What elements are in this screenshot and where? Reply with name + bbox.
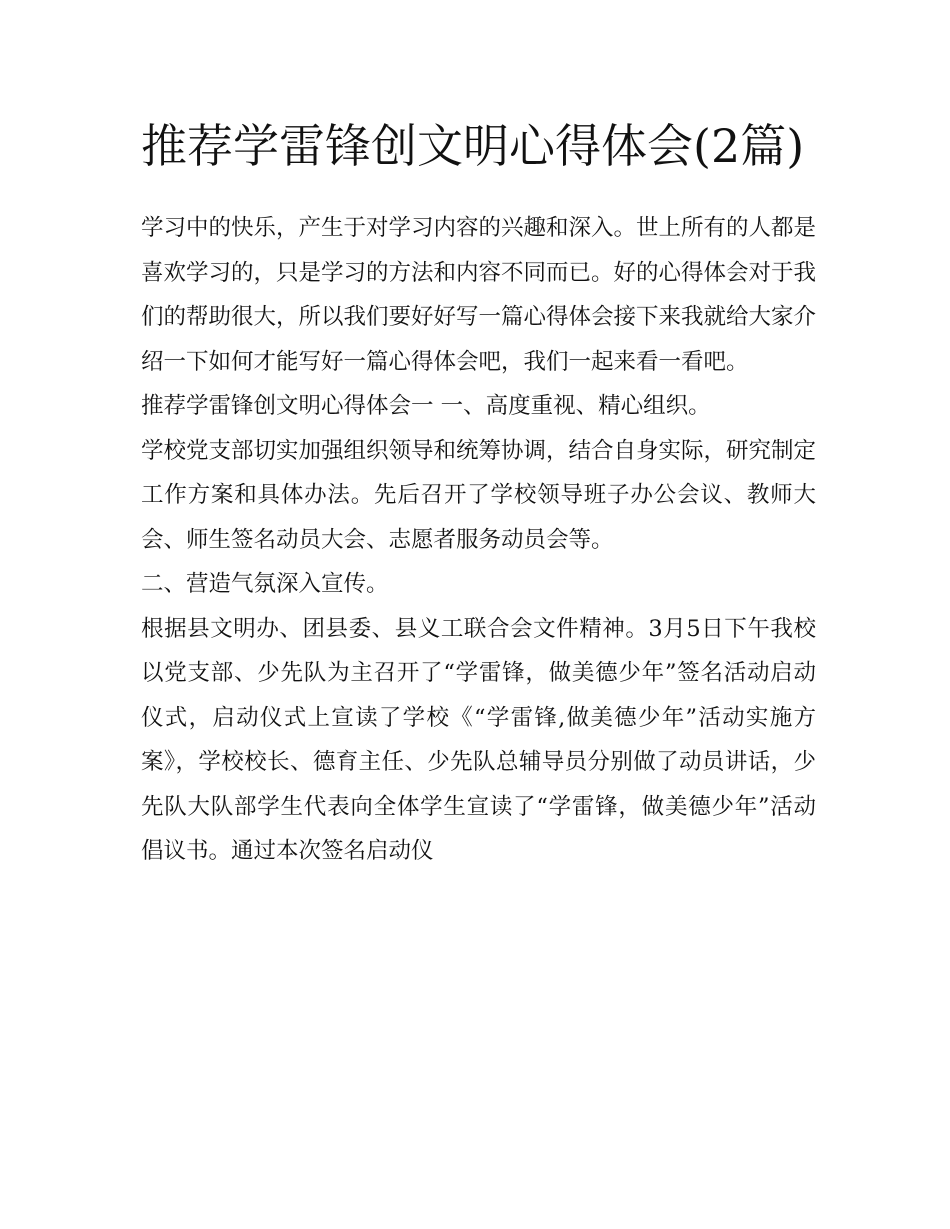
paragraph-publicity: 根据县文明办、团县委、县义工联合会文件精神。3月5日下午我校以党支部、少先队为主召开了“学雷锋，做美德少年”签名活动启动仪式，启动仪式上宣读了学校《“学雷锋,做美德少年”活动实施方案》，学校校长、德育主任、少先队总辅导员分别做了动员讲话，少先队大队部学生代表向全体学生宣读了“学雷锋，做美德少年”活动倡议书。通过本次签名启动仪 [141, 615, 816, 864]
document-body [141, 108, 816, 874]
paragraph-section-heading-2: 二、营造气氛深入宣传。 [141, 571, 389, 597]
paragraph-intro: 学习中的快乐，产生于对学习内容的兴趣和深入。世上所有的人都是喜欢学习的，只是学习的方法和内容不同而已。好的心得体会对于我们的帮助很大，所以我们要好好写一篇心得体会接下来我就给大家介绍一下如何才能写好一篇心得体会吧，我们一起来看一看吧。 [141, 215, 817, 375]
paragraph-organization: 学校党支部切实加强组织领导和统筹协调，结合自身实际，研究制定工作方案和具体办法。先后召开了学校领导班子办公会议、教师大会、师生签名动员大会、志愿者服务动员会等。 [141, 437, 817, 553]
paragraph-section-heading-1: 推荐学雷锋创文明心得体会一 一、高度重视、精心组织。 [141, 393, 711, 419]
document-title: 推荐学雷锋创文明心得体会(2篇) [141, 119, 805, 173]
